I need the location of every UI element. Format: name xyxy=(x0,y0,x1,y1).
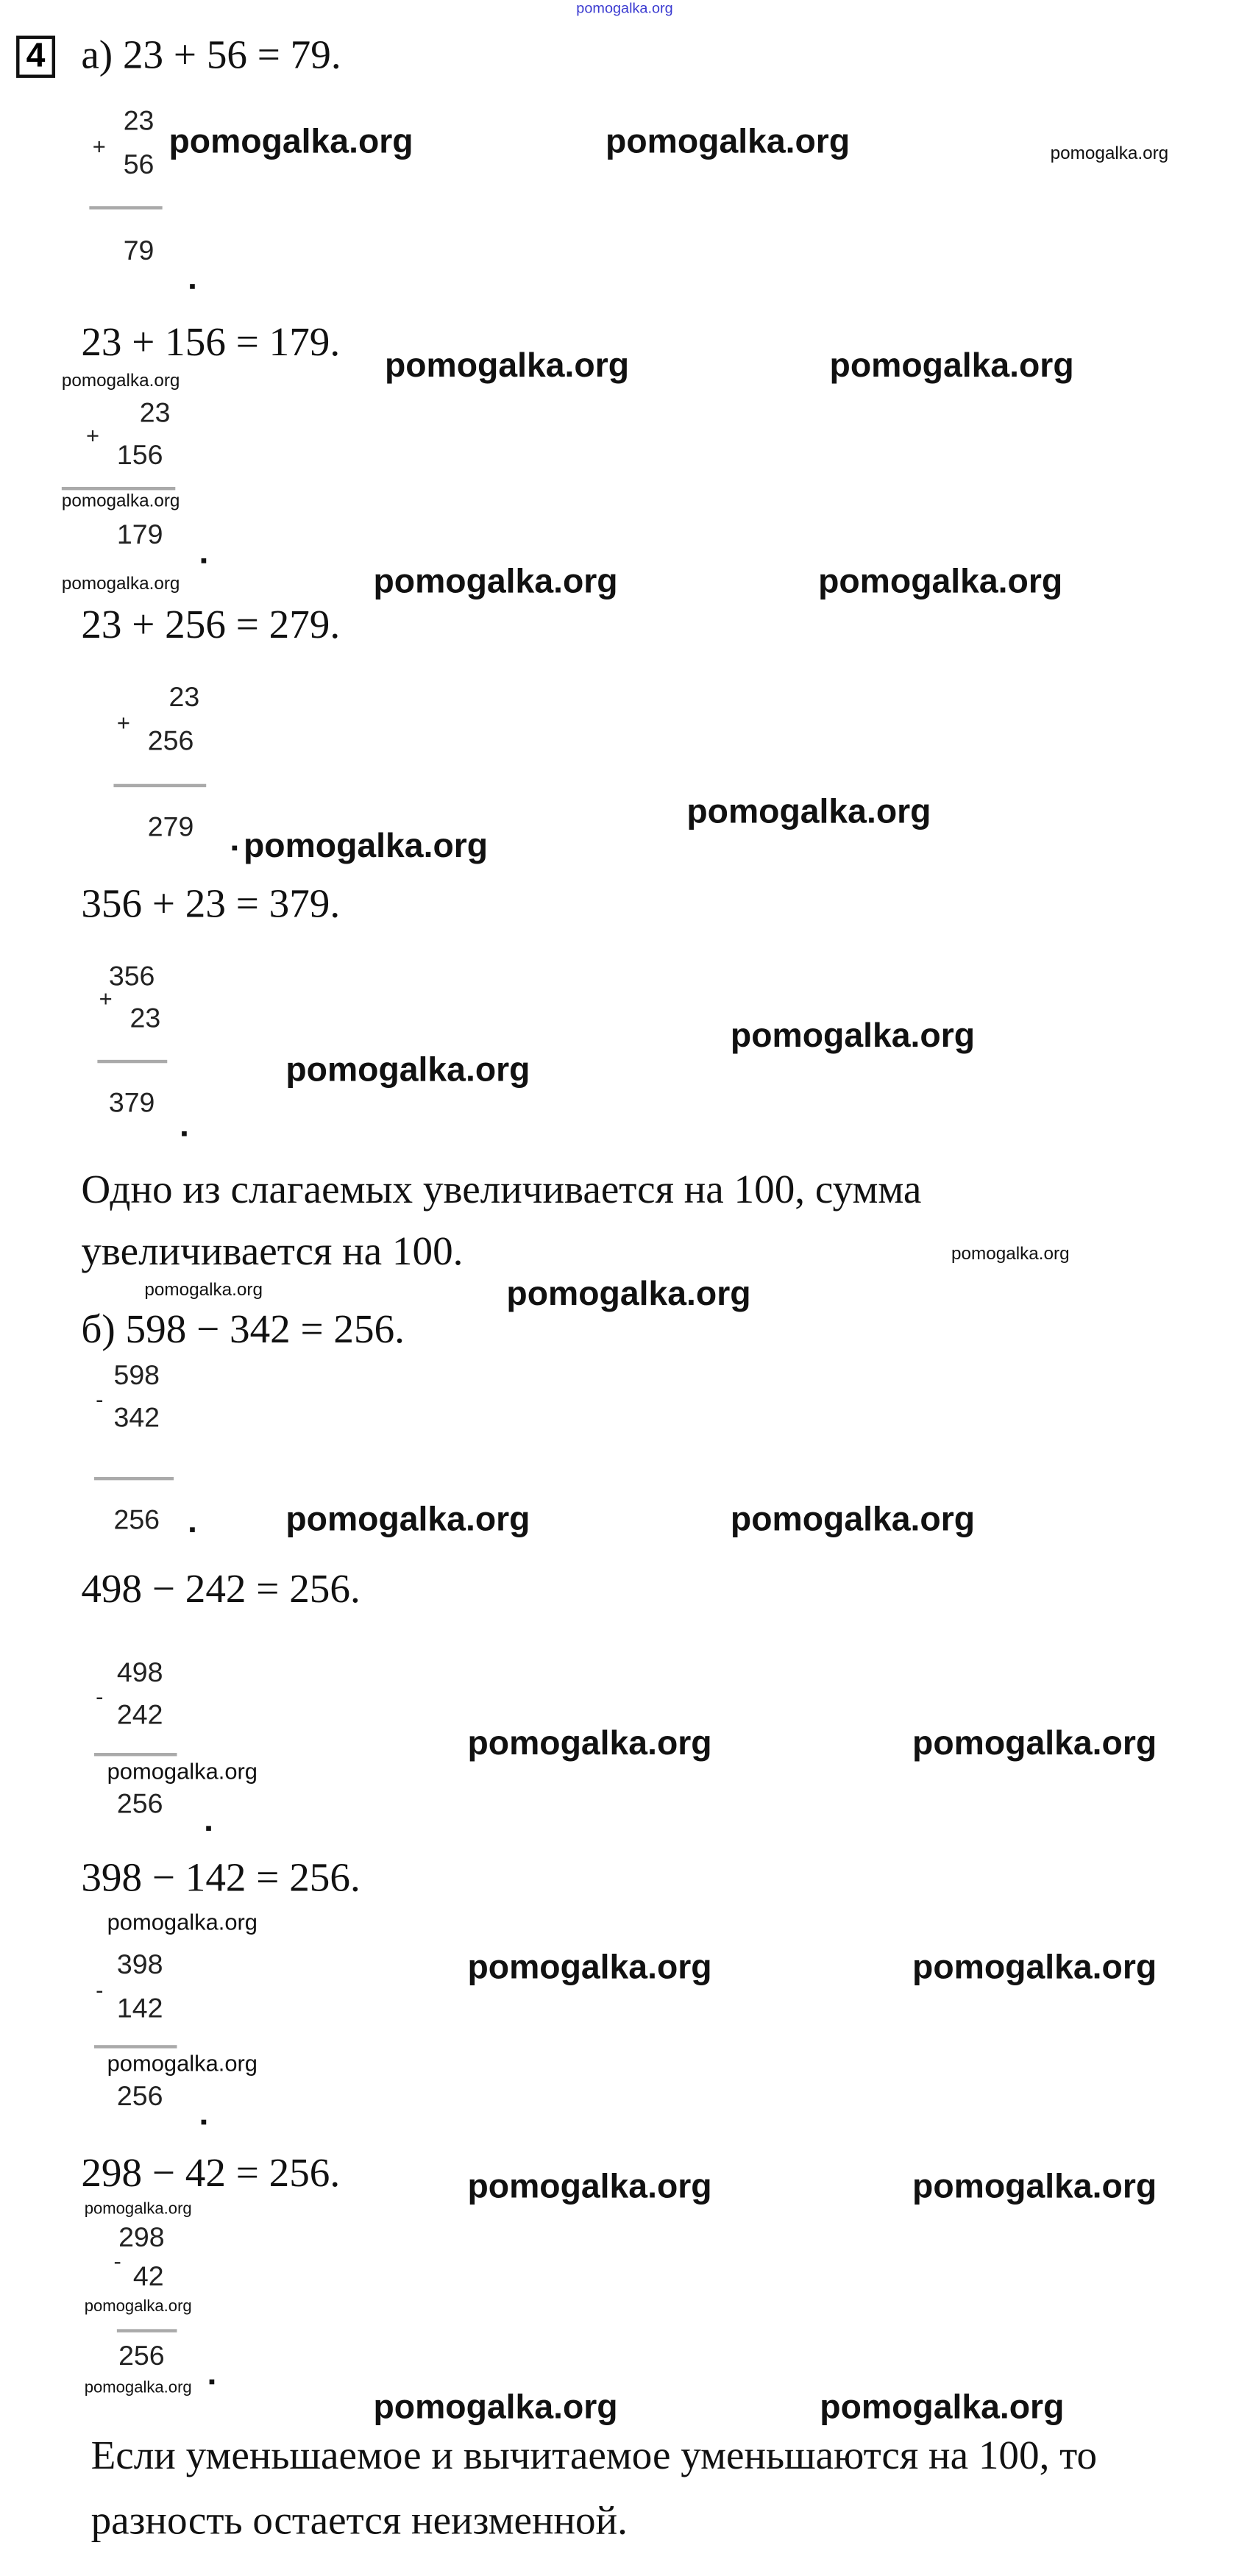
column-operator: - xyxy=(96,1683,104,1709)
column-line xyxy=(94,1753,177,1755)
watermark: pomogalka.org xyxy=(951,1245,1070,1264)
watermark: pomogalka.org xyxy=(107,2049,258,2077)
column-operator: + xyxy=(92,132,106,160)
column-bottom: 56 xyxy=(123,149,155,180)
watermark: pomogalka.org xyxy=(84,2298,192,2316)
column-bottom: 256 xyxy=(147,725,194,757)
equation: а) 23 + 56 = 79. xyxy=(81,34,341,78)
problem-number: 4 xyxy=(16,36,55,78)
column-result: 379 xyxy=(108,1087,155,1119)
column-line xyxy=(113,784,206,786)
column-result: 256 xyxy=(113,1504,160,1536)
watermark: pomogalka.org xyxy=(61,491,180,512)
column-result: 279 xyxy=(147,811,194,843)
conclusion-text: разность остается неизменной. xyxy=(90,2499,628,2544)
period-dot xyxy=(210,2380,215,2385)
column-line xyxy=(94,1477,174,1479)
column-line xyxy=(62,487,175,489)
watermark: pomogalka.org xyxy=(467,1725,712,1763)
equation: б) 598 − 342 = 256. xyxy=(81,1308,405,1353)
period-dot xyxy=(190,1527,195,1532)
column-result: 256 xyxy=(118,2340,165,2372)
watermark: pomogalka.org xyxy=(243,828,489,866)
column-operator: + xyxy=(116,709,130,736)
watermark: pomogalka.org xyxy=(373,563,618,601)
column-operator: + xyxy=(99,985,113,1011)
watermark: pomogalka.org xyxy=(467,1949,712,1987)
column-top: 298 xyxy=(118,2221,165,2253)
column-top: 356 xyxy=(108,961,155,992)
equation: 298 − 42 = 256. xyxy=(81,2152,341,2196)
watermark: pomogalka.org xyxy=(912,1725,1157,1763)
column-top: 598 xyxy=(113,1360,160,1391)
period-dot xyxy=(202,2120,207,2125)
column-top: 398 xyxy=(116,1949,163,1980)
watermark: pomogalka.org xyxy=(107,1757,258,1784)
column-bottom: 42 xyxy=(132,2260,164,2292)
watermark: pomogalka.org xyxy=(606,123,851,161)
watermark: pomogalka.org xyxy=(285,1051,530,1089)
conclusion-text: Если уменьшаемое и вычитаемое уменьшаются на 100, то xyxy=(90,2434,1098,2479)
column-bottom: 142 xyxy=(116,1993,163,2024)
period-dot xyxy=(190,284,195,289)
watermark: pomogalka.org xyxy=(912,1949,1157,1987)
watermark: pomogalka.org xyxy=(820,2388,1065,2427)
column-line xyxy=(94,2045,177,2047)
watermark: pomogalka.org xyxy=(506,1275,751,1314)
column-operator: + xyxy=(85,421,100,448)
equation: 498 − 242 = 256. xyxy=(81,1568,361,1612)
watermark: pomogalka.org xyxy=(285,1501,530,1539)
column-top: 498 xyxy=(116,1657,163,1688)
period-dot xyxy=(232,846,238,851)
watermark: pomogalka.org xyxy=(61,371,180,391)
column-bottom: 342 xyxy=(113,1402,160,1434)
watermark: pomogalka.org xyxy=(168,123,413,161)
watermark: pomogalka.org xyxy=(84,2379,192,2398)
column-top: 23 xyxy=(168,681,200,713)
column-line xyxy=(117,2329,177,2331)
watermark: pomogalka.org xyxy=(730,1501,976,1539)
column-bottom: 23 xyxy=(129,1003,161,1034)
watermark: pomogalka.org xyxy=(730,1017,976,1056)
equation: 23 + 256 = 279. xyxy=(81,603,341,648)
column-result: 256 xyxy=(116,2080,163,2112)
column-bottom: 242 xyxy=(116,1699,163,1731)
watermark: pomogalka.org xyxy=(829,347,1074,385)
watermark: pomogalka.org xyxy=(107,1908,258,1935)
watermark: pomogalka.org xyxy=(467,2168,712,2206)
watermark: pomogalka.org xyxy=(144,1280,263,1301)
watermark-top: pomogalka.org xyxy=(576,0,673,17)
column-operator: - xyxy=(113,2248,121,2274)
conclusion-text: увеличивается на 100. xyxy=(81,1230,464,1275)
column-top: 23 xyxy=(139,397,171,429)
watermark: pomogalka.org xyxy=(61,574,180,594)
column-line xyxy=(89,206,162,208)
watermark: pomogalka.org xyxy=(373,2388,618,2427)
watermark: pomogalka.org xyxy=(912,2168,1157,2206)
column-result: 79 xyxy=(123,235,155,266)
column-result: 256 xyxy=(116,1788,163,1820)
watermark: pomogalka.org xyxy=(1050,144,1169,164)
column-line xyxy=(97,1060,167,1062)
period-dot xyxy=(206,1826,211,1831)
period-dot xyxy=(202,558,207,563)
column-bottom: 156 xyxy=(116,439,163,471)
watermark: pomogalka.org xyxy=(818,563,1063,601)
column-result: 179 xyxy=(116,519,163,551)
watermark: pomogalka.org xyxy=(686,793,931,831)
equation: 23 + 156 = 179. xyxy=(81,321,341,366)
equation: 398 − 142 = 256. xyxy=(81,1857,361,1901)
watermark: pomogalka.org xyxy=(384,347,630,385)
column-operator: - xyxy=(96,1977,104,2003)
conclusion-text: Одно из слагаемых увеличивается на 100, сумма xyxy=(81,1168,922,1213)
column-operator: - xyxy=(96,1386,104,1412)
column-top: 23 xyxy=(123,105,155,137)
period-dot xyxy=(182,1131,187,1136)
equation: 356 + 23 = 379. xyxy=(81,883,341,927)
watermark: pomogalka.org xyxy=(84,2201,192,2219)
